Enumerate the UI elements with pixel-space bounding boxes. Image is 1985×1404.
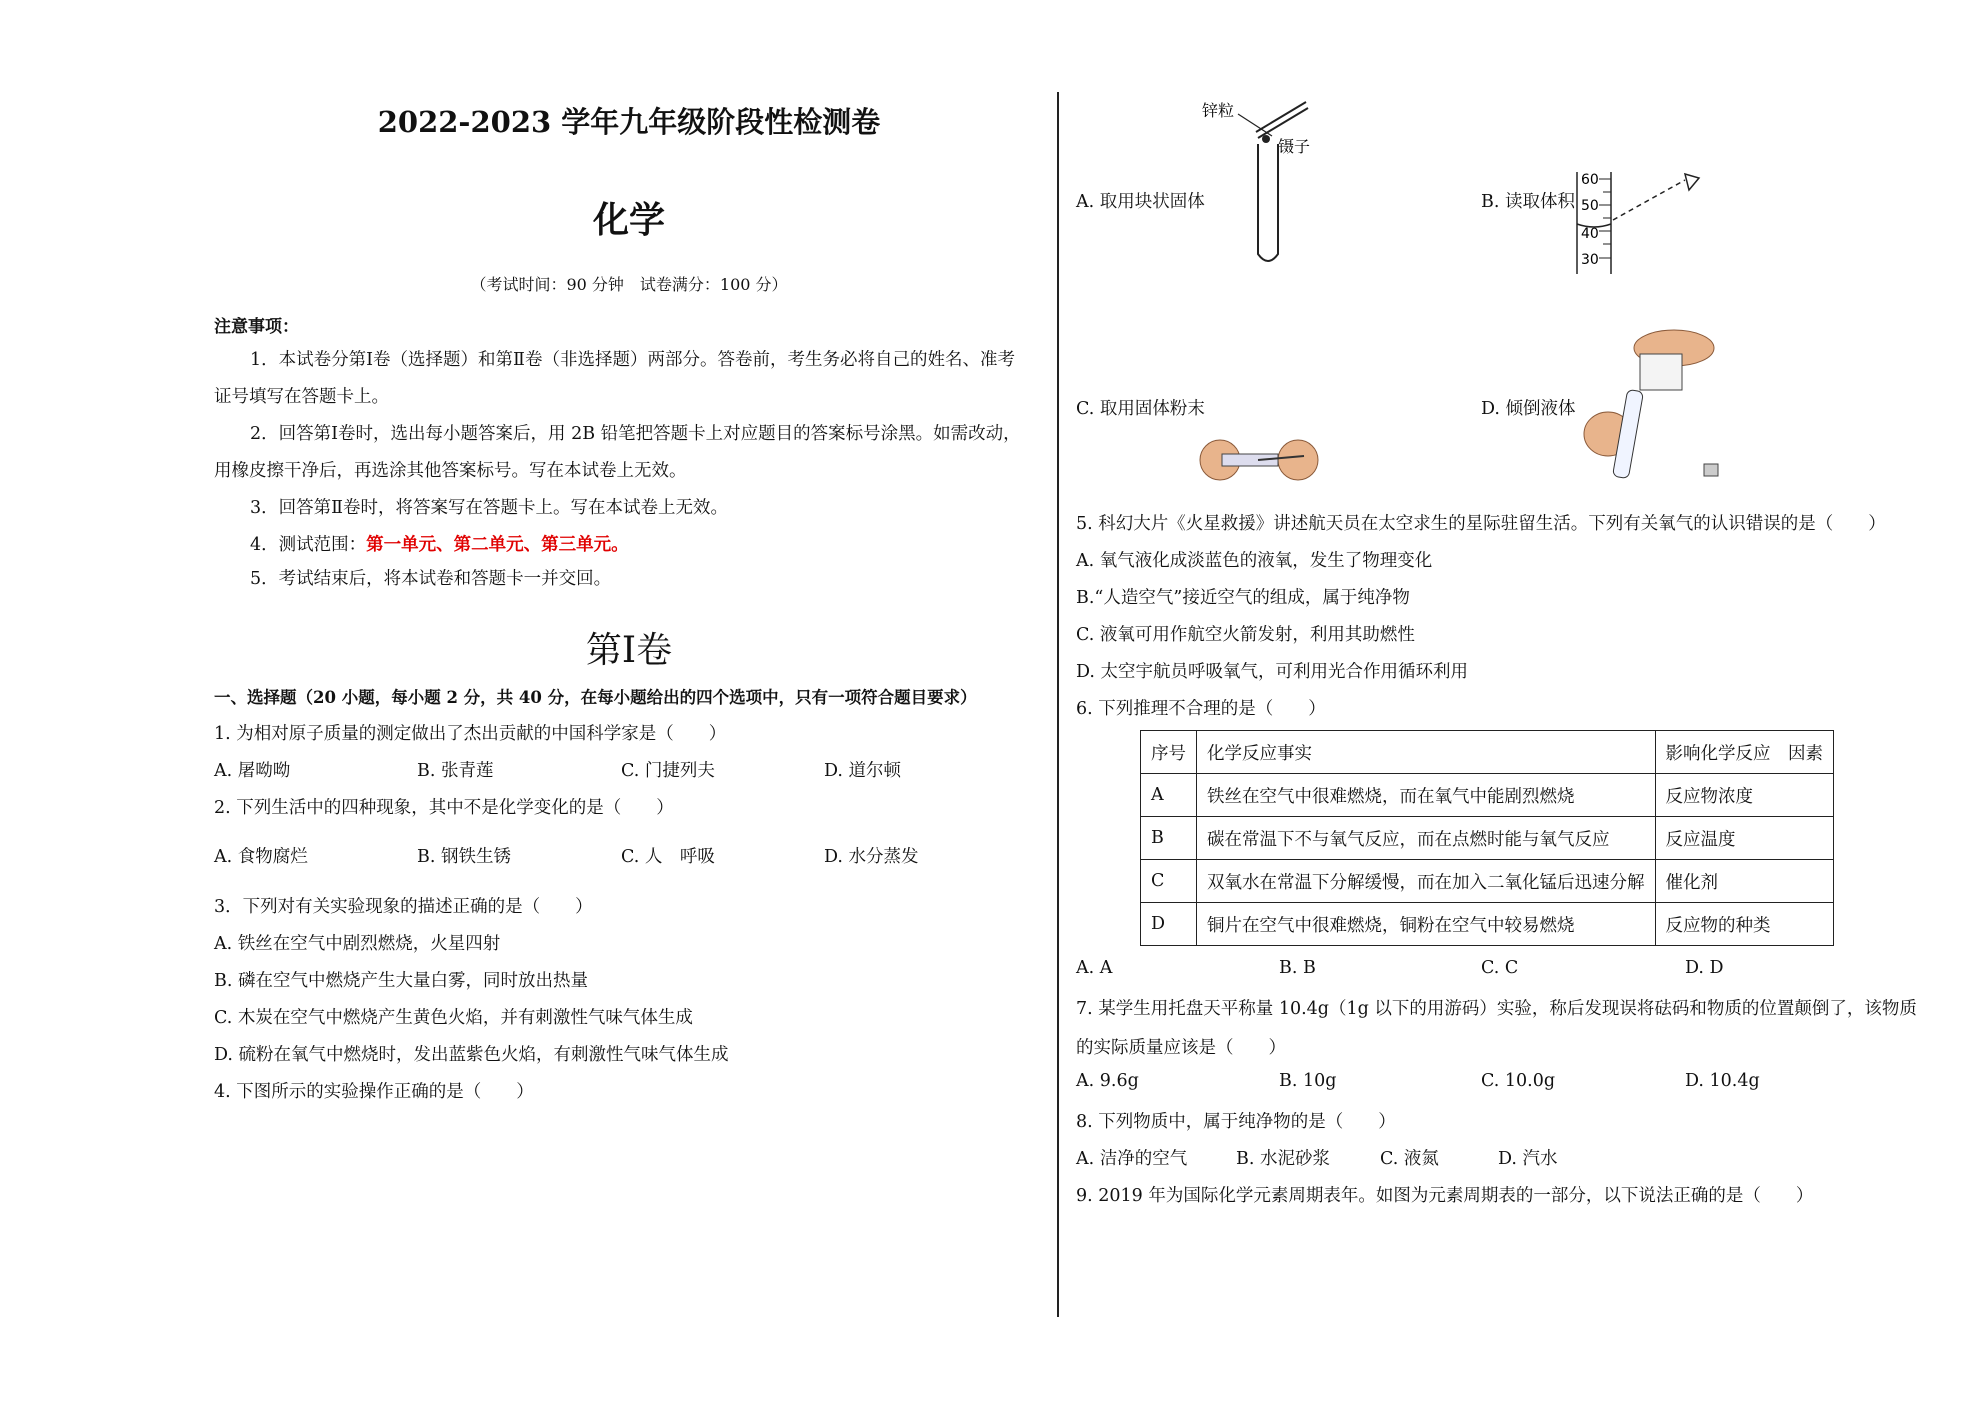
q8-option-b: B. 水泥砂浆: [1236, 1149, 1330, 1169]
scale-60: 60: [1581, 172, 1599, 188]
q2-stem: 2. 下列生活中的四种现象，其中不是化学变化的是（ ）: [214, 798, 674, 818]
test-tube-tweezers-figure: [1194, 92, 1311, 277]
table-cell: A: [1141, 774, 1197, 817]
q8-option-a: A. 洁净的空气: [1076, 1149, 1188, 1169]
q4-option-d: D. 倾倒液体: [1481, 399, 1576, 419]
q2-option-a: A. 食物腐烂: [214, 847, 308, 867]
table-cell: C: [1141, 860, 1197, 903]
pouring-liquid-figure: [1580, 328, 1720, 488]
table-cell: B: [1141, 817, 1197, 860]
table-cell: 反应物浓度: [1655, 774, 1834, 817]
table-row: [1141, 860, 1834, 903]
q4-option-c: C. 取用固体粉末: [1076, 399, 1205, 419]
q6-stem: 6. 下列推理不合理的是（ ）: [1076, 699, 1326, 719]
notice-item-1b: 证号填写在答题卡上。: [214, 387, 389, 407]
q6-option-b: B. B: [1279, 958, 1316, 978]
notice-item-2a: 2．回答第Ⅰ卷时，选出每小题答案后，用 2B 铅笔把答题卡上对应题目的答案标号涂黑。如需改动，: [250, 424, 1021, 444]
table-cell: D: [1141, 903, 1197, 946]
q1-option-b: B. 张青莲: [417, 761, 494, 781]
q4-option-a: A. 取用块状固体: [1076, 192, 1205, 212]
table-cell: 铁丝在空气中很难燃烧，而在氧气中能剧烈燃烧: [1197, 774, 1656, 817]
q3-option-b: B. 磷在空气中燃烧产生大量白雾，同时放出热量: [214, 971, 588, 991]
table-cell: 碳在常温下不与氧气反应，而在点燃时能与氧气反应: [1197, 817, 1656, 860]
q7-option-a: A. 9.6g: [1076, 1071, 1139, 1091]
notice-list: [214, 342, 1044, 594]
q8-option-d: D. 汽水: [1498, 1149, 1558, 1169]
q8-option-c: C. 液氮: [1380, 1149, 1439, 1169]
q7-option-c: C. 10.0g: [1481, 1071, 1556, 1091]
q1-option-d: D. 道尔顿: [824, 761, 902, 781]
table-cell: 反应物的种类: [1655, 903, 1834, 946]
q5-option-b: B.“人造空气”接近空气的组成，属于纯净物: [1076, 588, 1410, 608]
subject-title: 化学: [592, 199, 665, 241]
section-title: 一、选择题（20 小题，每小题 2 分，共 40 分，在每小题给出的四个选项中，只有一项符合题目要求）: [214, 688, 977, 707]
table-cell: 铜片在空气中很难燃烧，铜粉在空气中较易燃烧: [1197, 903, 1656, 946]
graduated-cylinder-figure: [1573, 168, 1713, 280]
notice-item-5: 5．考试结束后，将本试卷和答题卡一并交回。: [250, 569, 612, 589]
q7-option-b: B. 10g: [1279, 1071, 1337, 1091]
notice-item-3: 3．回答第Ⅱ卷时，将答案写在答题卡上。写在本试卷上无效。: [250, 498, 729, 518]
header-cell: 影响化学反应 因素: [1655, 731, 1834, 774]
q1-option-a: A. 屠呦呦: [214, 761, 291, 781]
q3-option-d: D. 硫粉在氧气中燃烧时，发出蓝紫色火焰，有刺激性气味气体生成: [214, 1045, 729, 1065]
table-row: [1141, 817, 1834, 860]
test-range: 第一单元、第二单元、第三单元。: [366, 535, 629, 555]
table-cell: 反应温度: [1655, 817, 1834, 860]
table-cell: 催化剂: [1655, 860, 1834, 903]
q7-stem-a: 7. 某学生用托盘天平称量 10.4g（1g 以下的用游码）实验，称后发现误将砝码和物质的位置颠倒了，该物质: [1076, 999, 1917, 1019]
header-cell: 化学反应事实: [1197, 731, 1656, 774]
table-row: [1141, 903, 1834, 946]
q5-stem: 5. 科幻大片《火星救援》讲述航天员在太空求生的星际驻留生活。下列有关氧气的认识错误的是（ ）: [1076, 514, 1886, 534]
q7-option-d: D. 10.4g: [1685, 1071, 1760, 1091]
q1-option-c: C. 门捷列夫: [621, 761, 715, 781]
q9-stem: 9. 2019 年为国际化学元素周期表年。如图为元素周期表的一部分，以下说法正确的是（ ）: [1076, 1186, 1814, 1206]
q5-option-d: D. 太空宇航员呼吸氧气，可利用光合作用循环利用: [1076, 662, 1469, 682]
notice-item-4-prefix: 4．测试范围：: [250, 535, 367, 555]
zinc-label: 锌粒: [1202, 101, 1235, 120]
powder-tube-figure: [1198, 430, 1320, 488]
table-header-row: [1141, 731, 1834, 774]
scale-50: 50: [1581, 198, 1599, 214]
q7-stem-b: 的实际质量应该是（ ）: [1076, 1038, 1286, 1058]
q3-stem: 3．下列对有关实验现象的描述正确的是（ ）: [214, 897, 593, 917]
reasoning-table: [1140, 730, 1834, 946]
notice-item-1a: 1．本试卷分第Ⅰ卷（选择题）和第Ⅱ卷（非选择题）两部分。答卷前，考生务必将自己的姓名、准考: [250, 350, 1015, 370]
q6-option-d: D. D: [1685, 958, 1724, 978]
header-cell: 序号: [1141, 731, 1197, 774]
q2-option-b: B. 钢铁生锈: [417, 847, 511, 867]
q2-option-d: D. 水分蒸发: [824, 847, 919, 867]
exam-title: 2022-2023 学年九年级阶段性检测卷: [377, 105, 881, 139]
q1-stem: 1. 为相对原子质量的测定做出了杰出贡献的中国科学家是（ ）: [214, 724, 727, 744]
notice-title: 注意事项：: [214, 317, 299, 337]
table-row: [1141, 774, 1834, 817]
notice-item-4: [214, 527, 1044, 564]
q2-option-c: C. 人 呼吸: [621, 847, 715, 867]
q6-option-a: A. A: [1076, 958, 1113, 978]
tweezers-label: 镊子: [1278, 137, 1311, 156]
exam-info: （考试时间：90 分钟 试卷满分：100 分）: [470, 275, 788, 294]
q3-option-a: A. 铁丝在空气中剧烈燃烧，火星四射: [214, 934, 501, 954]
q5-option-c: C. 液氧可用作航空火箭发射，利用其助燃性: [1076, 625, 1415, 645]
scale-40: 40: [1581, 226, 1599, 242]
q5-option-a: A. 氧气液化成淡蓝色的液氧，发生了物理变化: [1076, 551, 1433, 571]
notice-item-2b: 用橡皮擦干净后，再选涂其他答案标号。写在本试卷上无效。: [214, 461, 687, 481]
q8-stem: 8. 下列物质中，属于纯净物的是（ ）: [1076, 1112, 1396, 1132]
q6-option-c: C. C: [1481, 958, 1519, 978]
q4-stem: 4. 下图所示的实验操作正确的是（ ）: [214, 1082, 534, 1102]
scale-30: 30: [1581, 252, 1599, 268]
volume-title: 第Ⅰ卷: [585, 630, 673, 671]
q3-option-c: C. 木炭在空气中燃烧产生黄色火焰，并有刺激性气味气体生成: [214, 1008, 693, 1028]
column-divider: [1057, 92, 1059, 1317]
q4-option-b: B. 读取体积: [1481, 192, 1575, 212]
table-cell: 双氧水在常温下分解缓慢，而在加入二氧化锰后迅速分解: [1197, 860, 1656, 903]
